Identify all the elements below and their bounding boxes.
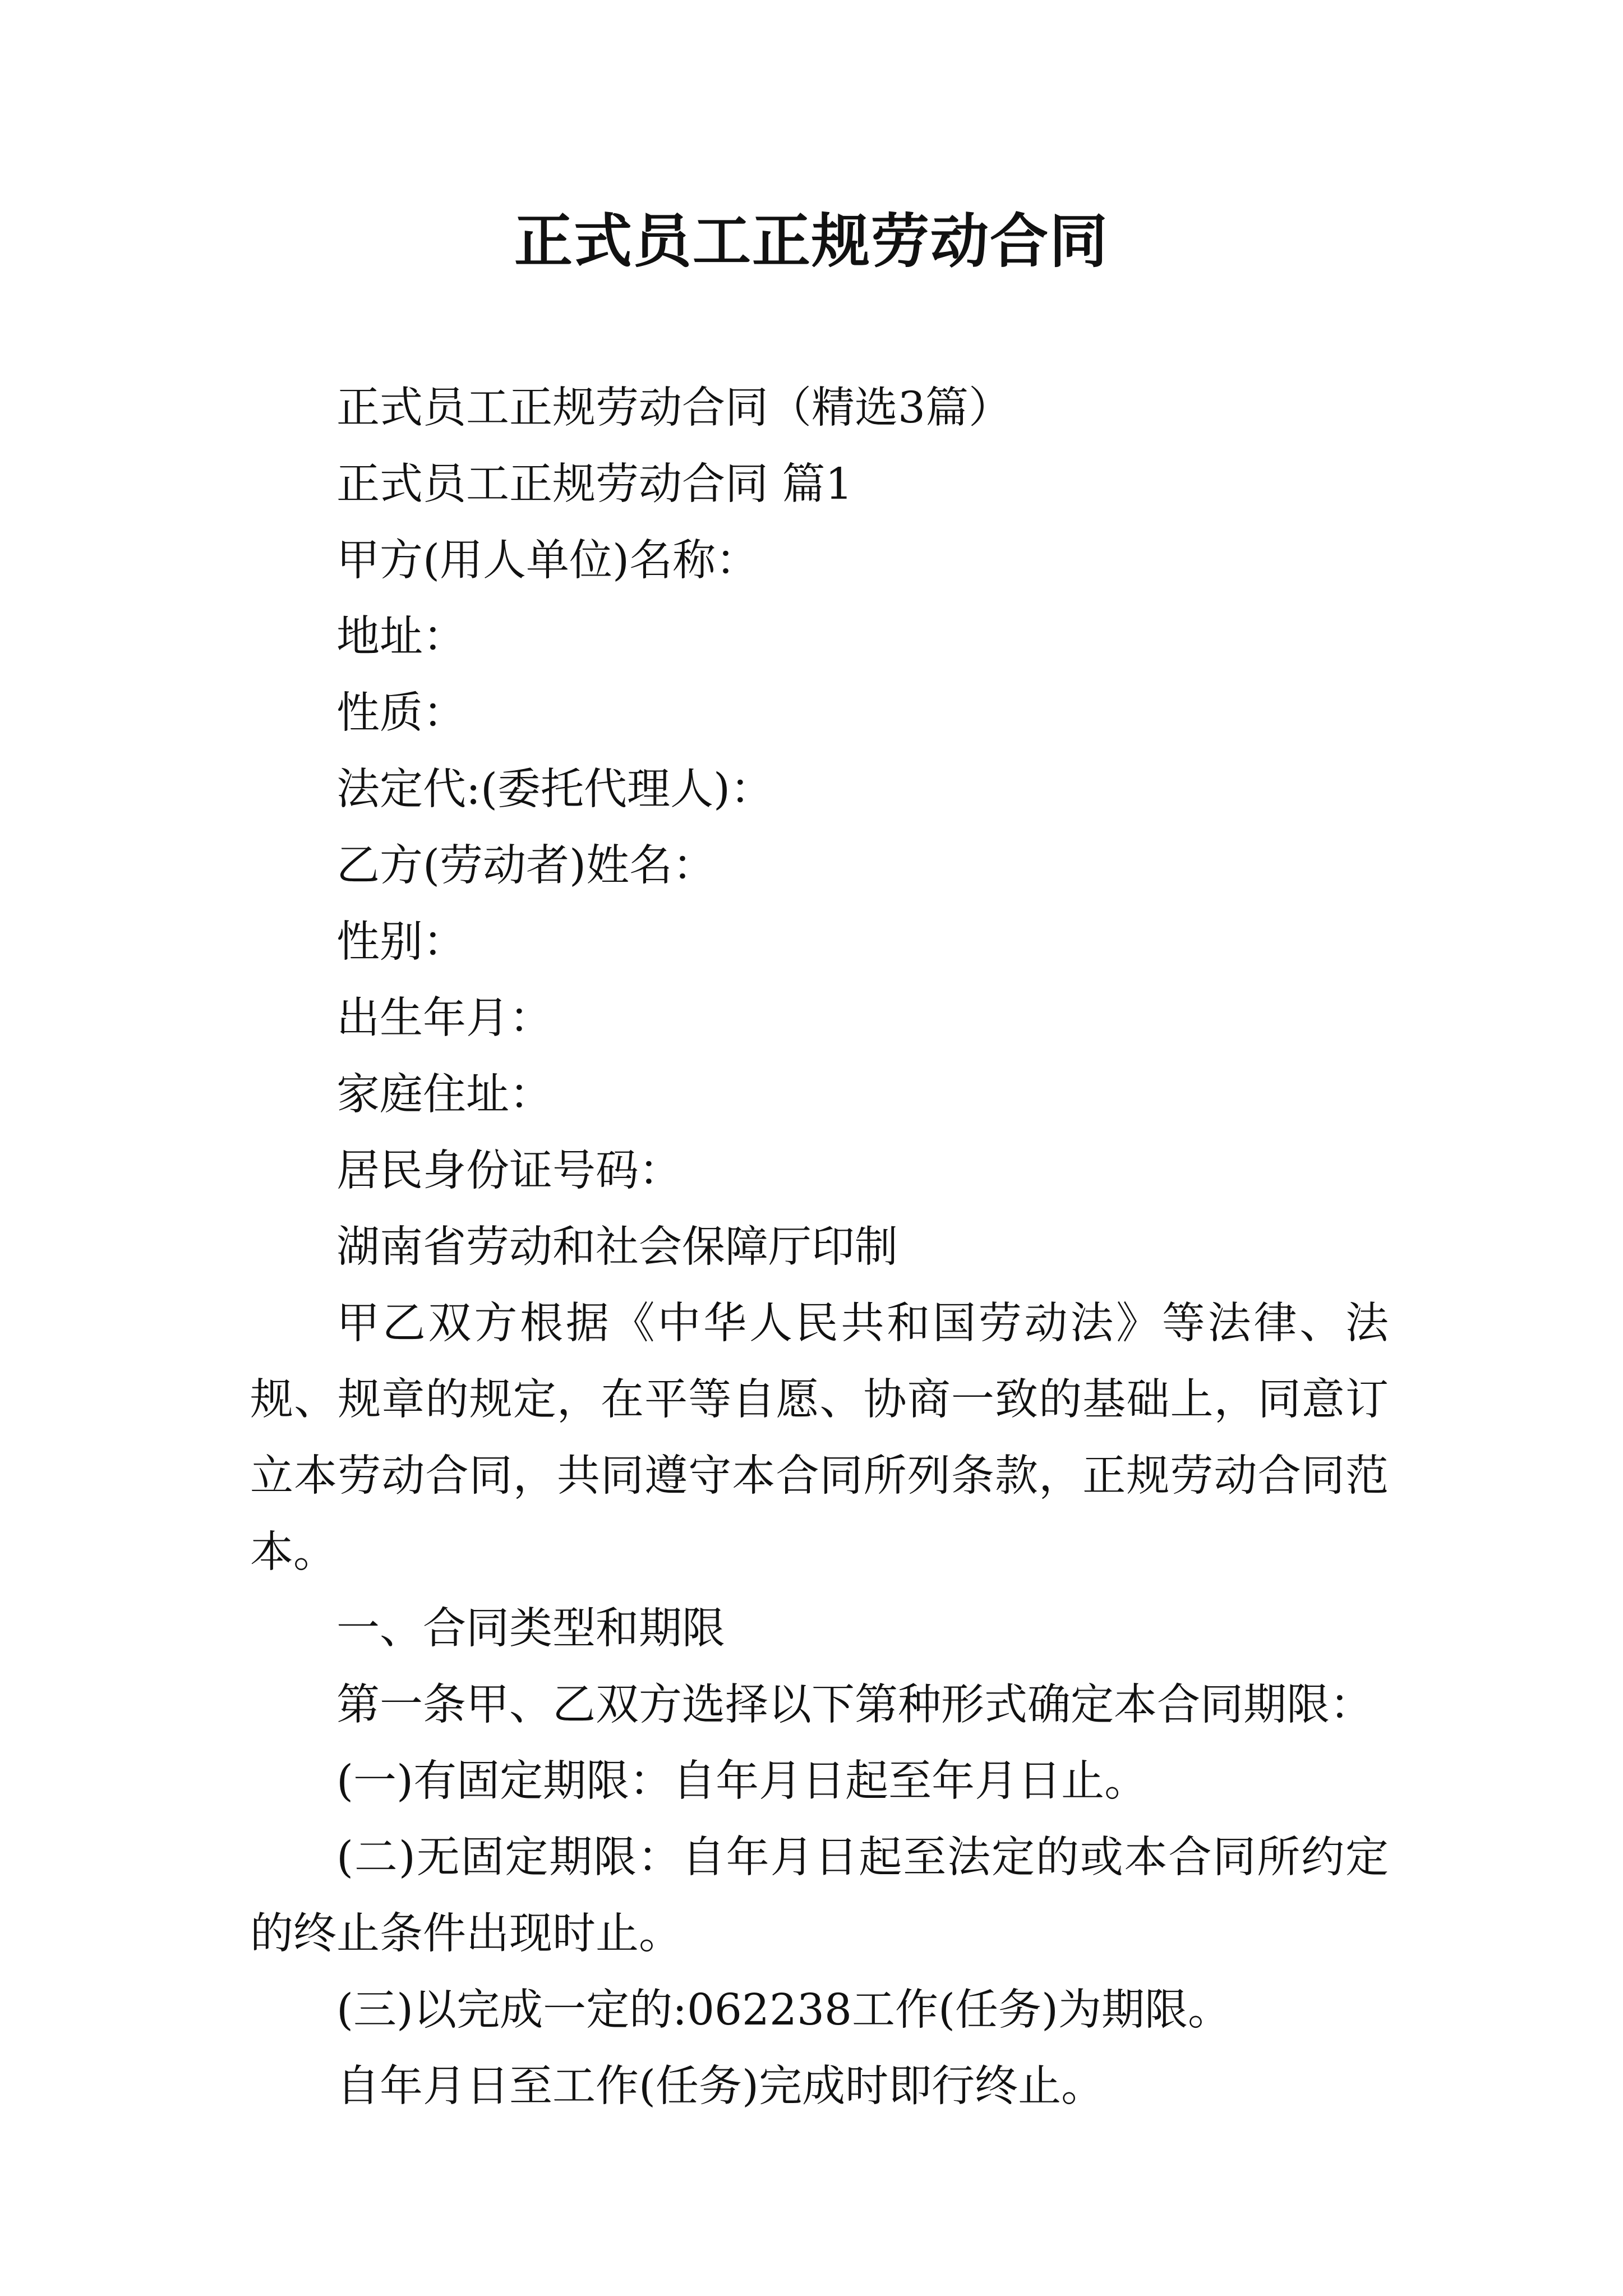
paragraph: 家庭住址：	[336, 1070, 552, 1120]
document-title: 正式员工正规劳动合同	[514, 206, 1109, 275]
paragraph: 甲方(用人单位)名称：	[336, 536, 759, 586]
paragraph: 湖南省劳动和社会保障厅印制	[336, 1222, 898, 1272]
paragraph: (一)有固定期限：自年月日起至年月日止。	[336, 1756, 1148, 1806]
paragraph: (二)无固定期限：自年月日起至法定的或本合同所约定的终止条件出现时止。	[250, 1833, 1389, 1959]
paragraph: 第一条甲、乙双方选择以下第种形式确定本合同期限：	[336, 1680, 1373, 1730]
paragraph: 甲乙双方根据《中华人民共和国劳动法》等法律、法规、规章的规定，在平等自愿、协商一致的基础上，同意订立本劳动合同，共同遵守本合同所列条款，正规劳动合同范本。	[250, 1299, 1389, 1577]
paragraph: 乙方(劳动者)姓名：	[336, 841, 716, 891]
paragraph: 正式员工正规劳动合同 篇1	[336, 459, 853, 509]
paragraph: 性质：	[336, 688, 466, 738]
paragraph: 法定代:(委托代理人)：	[336, 765, 774, 815]
paragraph: 自年月日至工作(任务)完成时即行终止。	[336, 2062, 1105, 2111]
paragraph: 性别：	[336, 917, 466, 967]
paragraph: (三)以完成一定的:062238工作(任务)为期限。	[336, 1985, 1232, 2035]
paragraph: 一、合同类型和期限	[336, 1604, 725, 1654]
document-body	[250, 370, 1389, 2125]
paragraph: 正式员工正规劳动合同（精选3篇）	[336, 383, 1012, 433]
paragraph: 地址：	[336, 612, 466, 662]
paragraph: 出生年月：	[336, 993, 552, 1043]
paragraph: 居民身份证号码：	[336, 1146, 682, 1196]
